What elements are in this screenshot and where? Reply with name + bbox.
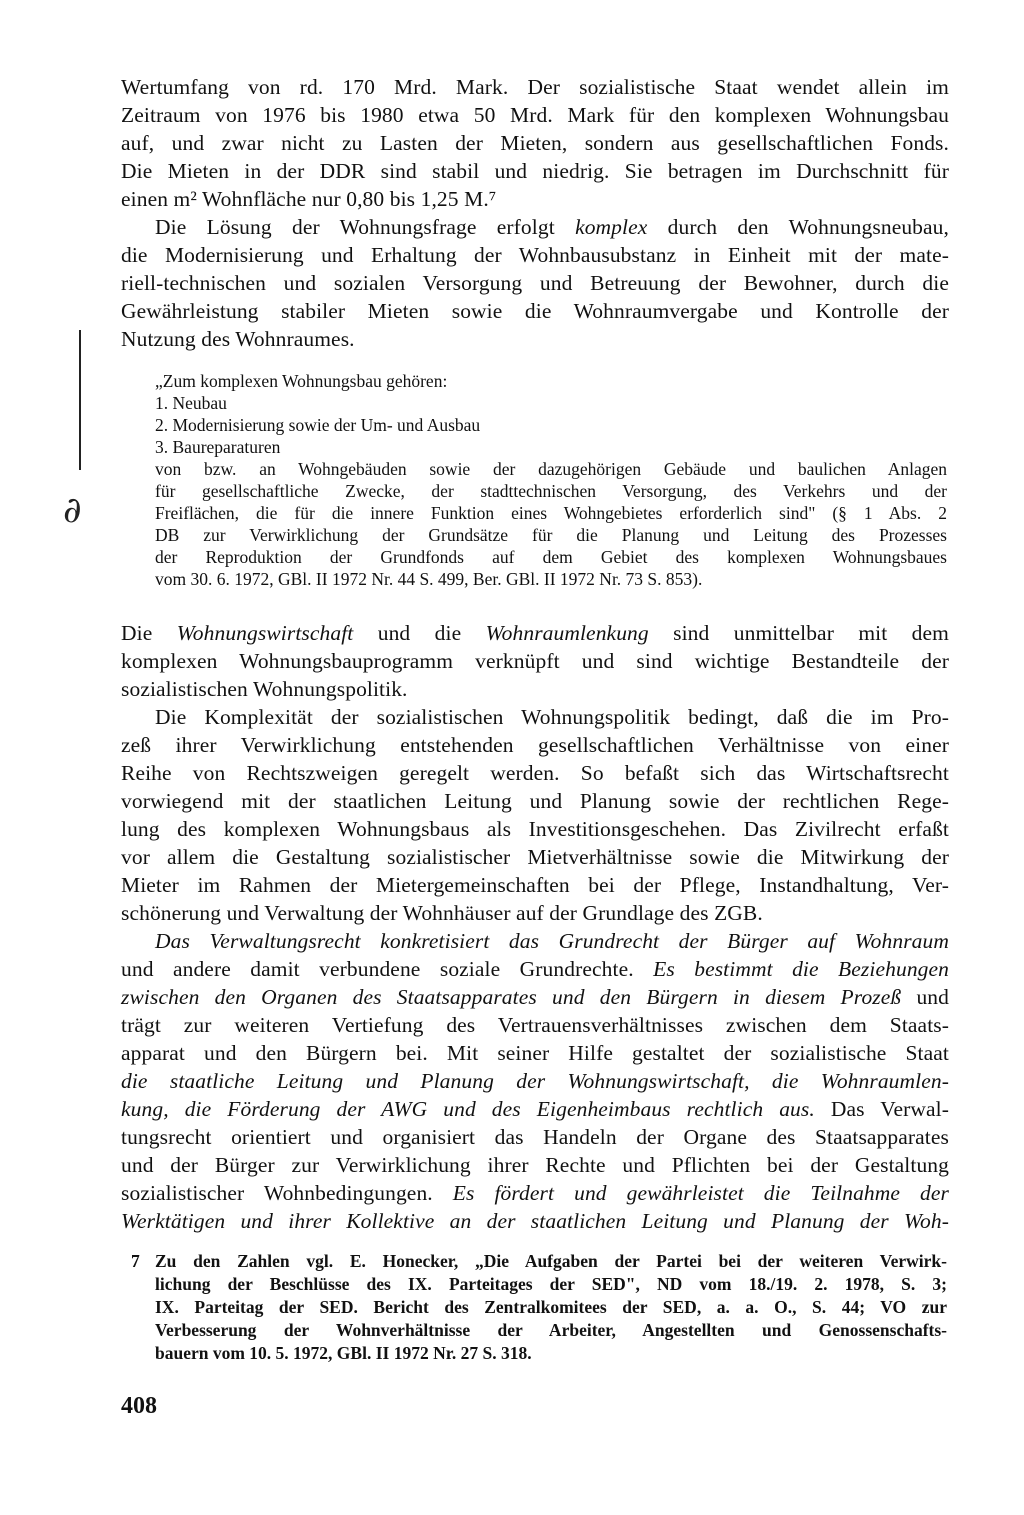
margin-vertical-mark [79, 330, 81, 470]
body-line: schönerung und Verwaltung der Wohnhäuser auf der Grundlage des ZGB. [121, 901, 763, 925]
page-number: 408 [121, 1393, 157, 1419]
quote-line: für gesellschaftliche Zwecke, der stadttechnischen Versorgung, des Verkehrs und der [155, 481, 947, 501]
footnote-line: IX. Parteitag der SED. Bericht des Zentralkomitees der SED, a. a. O., S. 44; VO zur [155, 1297, 947, 1317]
body-line: kung, die Förderung der AWG und des Eigenheimbaus rechtlich aus. Das Verwal- [121, 1097, 949, 1121]
body-line: Wertumfang von rd. 170 Mrd. Mark. Der sozialistische Staat wendet allein im [121, 75, 949, 99]
margin-handwritten-mark: ∂ [63, 490, 82, 531]
quote-line: vom 30. 6. 1972, GBl. II 1972 Nr. 44 S. 499, Ber. GBl. II 1972 Nr. 73 S. 853). [155, 569, 703, 589]
body-line: Das Verwaltungsrecht konkretisiert das Grundrecht der Bürger auf Wohnraum [155, 929, 949, 953]
body-line: sozialistischen Wohnungspolitik. [121, 677, 408, 701]
body-line: Die Wohnungswirtschaft und die Wohnraumlenkung sind unmittelbar mit dem [121, 621, 949, 645]
quote-line: 1. Neubau [155, 393, 227, 413]
body-line: vor allem die Gestaltung sozialistischer Mietverhältnisse sowie die Mitwirkung der [121, 845, 949, 869]
body-line: trägt zur weiteren Vertiefung des Vertrauensverhältnisses zwischen dem Staats- [121, 1013, 949, 1037]
quote-line: Freiflächen, die für die innere Funktion eines Wohngebietes erforderlich sind" (§ 1 Abs. 2 [155, 503, 947, 523]
footnote-line: Zu den Zahlen vgl. E. Honecker, „Die Aufgaben der Partei bei der weiteren Verwirk- [155, 1251, 947, 1271]
body-line: riell-technischen und sozialen Versorgung und Betreuung der Bewohner, durch die [121, 271, 949, 295]
quote-line: von bzw. an Wohngebäuden sowie der dazugehörigen Gebäude und baulichen Anlagen [155, 459, 947, 479]
body-line: vorwiegend mit der staatlichen Leitung und Planung sowie der rechtlichen Rege- [121, 789, 949, 813]
body-line: Zeitraum von 1976 bis 1980 etwa 50 Mrd. Mark für den komplexen Wohnungsbau [121, 103, 949, 127]
quote-line: DB zur Verwirklichung der Grundsätze für die Planung und Leitung des Prozesses [155, 525, 947, 545]
body-line: Die Lösung der Wohnungsfrage erfolgt komplex durch den Wohnungsneubau, [155, 215, 949, 239]
body-line: Nutzung des Wohnraumes. [121, 327, 355, 351]
quote-line: 2. Modernisierung sowie der Um- und Ausbau [155, 415, 481, 435]
body-line: Mieter im Rahmen der Mietergemeinschaften bei der Pflege, Instandhaltung, Ver- [121, 873, 949, 897]
quote-line: 3. Baureparaturen [155, 437, 281, 457]
footnote-line: bauern vom 10. 5. 1972, GBl. II 1972 Nr. 27 S. 318. [155, 1343, 532, 1363]
body-line: Reihe von Rechtszweigen geregelt werden. So befaßt sich das Wirtschaftsrecht [121, 761, 949, 785]
footnote-line: lichung der Beschlüsse des IX. Parteitages der SED", ND vom 18./19. 2. 1978, S. 3; [155, 1274, 947, 1294]
body-line: apparat und den Bürgern bei. Mit seiner Hilfe gestaltet der sozialistische Staat [121, 1041, 949, 1065]
body-line: Gewährleistung stabiler Mieten sowie die Wohnraumvergabe und Kontrolle der [121, 299, 949, 323]
body-line: tungsrecht orientiert und organisiert das Handeln der Organe des Staatsapparates [121, 1125, 949, 1149]
body-line: Die Mieten in der DDR sind stabil und niedrig. Sie betragen im Durchschnitt für [121, 159, 949, 183]
body-line: lung des komplexen Wohnungsbaus als Investitionsgeschehen. Das Zivilrecht erfaßt [121, 817, 949, 841]
body-line: Die Komplexität der sozialistischen Wohnungspolitik bedingt, daß die im Pro- [155, 705, 949, 729]
body-line: zwischen den Organen des Staatsapparates und den Bürgern in diesem Prozeß und [121, 985, 950, 1009]
body-line: und andere damit verbundene soziale Grundrechte. Es bestimmt die Beziehungen [121, 957, 950, 981]
footnote-number: 7 [131, 1251, 140, 1271]
body-line: komplexen Wohnungsbauprogramm verknüpft und sind wichtige Bestandteile der [121, 649, 949, 673]
body-line: und der Bürger zur Verwirklichung ihrer Rechte und Pflichten bei der Gestaltung [121, 1153, 949, 1177]
body-line: zeß ihrer Verwirklichung entstehenden gesellschaftlichen Verhältnisse von einer [121, 733, 949, 757]
body-line: die staatliche Leitung und Planung der Wohnungswirtschaft, die Wohnraumlen- [121, 1069, 949, 1093]
quote-line: „Zum komplexen Wohnungsbau gehören: [155, 371, 448, 391]
body-line: sozialistischer Wohnbedingungen. Es fördert und gewährleistet die Teilnahme der [121, 1181, 949, 1205]
footnote-line: Verbesserung der Wohnverhältnisse der Arbeiter, Angestellten und Genossenschafts- [155, 1320, 947, 1340]
body-line: Werktätigen und ihrer Kollektive an der staatlichen Leitung und Planung der Woh- [121, 1209, 949, 1233]
quote-line: der Reproduktion der Grundfonds auf dem Gebiet des komplexen Wohnungsbaues [155, 547, 947, 567]
body-line: auf, und zwar nicht zu Lasten der Mieten, sondern aus gesellschaftlichen Fonds. [121, 131, 949, 155]
body-line: einen m² Wohnfläche nur 0,80 bis 1,25 M.⁷ [121, 187, 497, 211]
body-line: die Modernisierung und Erhaltung der Wohnbausubstanz in Einheit mit der mate- [121, 243, 949, 267]
